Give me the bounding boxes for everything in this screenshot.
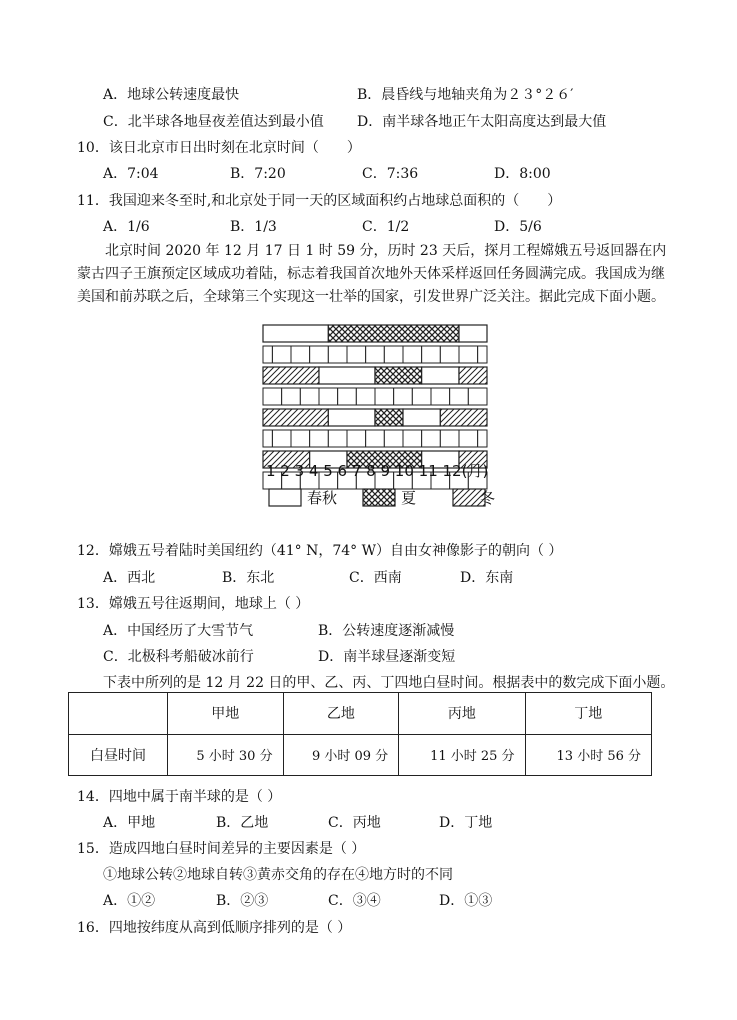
brick-cell <box>291 430 310 447</box>
brick-cell <box>403 430 422 447</box>
brick-cell <box>412 388 431 405</box>
q15-option-a: A．①② <box>103 893 156 909</box>
season-segment-winter <box>440 409 487 426</box>
q9-option-b: B．晨昏线与地轴夹角为２３°２６′ <box>357 87 574 103</box>
table-header-cell <box>69 693 168 735</box>
q10-stem: 10．该日北京市日出时刻在北京时间（ ） <box>77 140 361 156</box>
month-axis-label: 1 2 3 4 5 6 7 8 9 10 11 12(月) <box>266 462 489 480</box>
season-segment-summer <box>375 367 422 384</box>
q10-option-b: B．7:20 <box>230 166 286 182</box>
brick-cell <box>356 388 375 405</box>
brick-cell <box>478 430 487 447</box>
q12-stem: 12．嫦娥五号着陆时美国纽约（41° N，74° W）自由女神像影子的朝向（ ） <box>77 543 563 559</box>
table-row-label: 白昼时间 <box>69 734 168 776</box>
brick-cell <box>394 388 413 405</box>
q14-option-c: C．丙地 <box>328 815 381 831</box>
legend-label-spring-autumn: 春秋 <box>307 489 338 507</box>
q13-option-d: D．南半球昼逐渐变短 <box>318 649 456 665</box>
season-segment-spring-autumn <box>328 409 375 426</box>
daylight-table <box>68 692 652 776</box>
legend-label-summer: 夏 <box>401 489 417 507</box>
brick-cell <box>263 430 272 447</box>
table-header-cell: 丙地 <box>399 693 525 735</box>
brick-cell <box>440 346 459 363</box>
q12-option-d: D．东南 <box>460 570 514 586</box>
q9-option-d: D．南半球各地正午太阳高度达到最大值 <box>357 114 607 130</box>
brick-cell <box>468 388 487 405</box>
brick-cell <box>291 346 310 363</box>
brick-cell <box>310 346 329 363</box>
table-cell: 9 小时 09 分 <box>283 734 399 776</box>
brick-cell <box>422 346 441 363</box>
q12-option-a: A．西北 <box>103 570 156 586</box>
passage-daylight-intro: 下表中所列的是 12 月 22 日的甲、乙、丙、丁四地白昼时间。根据表中的数完成下面小题。 <box>103 675 675 691</box>
q13-option-b: B．公转速度逐渐减慢 <box>318 623 455 639</box>
brick-cell <box>478 346 487 363</box>
season-segment-winter <box>263 409 328 426</box>
q11-option-b: B．1/3 <box>230 219 277 235</box>
season-segment-summer <box>328 325 459 342</box>
q9-option-a: A．地球公转速度最快 <box>103 87 240 103</box>
q15-option-d: D．①③ <box>439 893 493 909</box>
season-segment-spring-autumn <box>319 367 375 384</box>
season-segment-spring-autumn <box>459 325 487 342</box>
q10-option-a: A．7:04 <box>103 166 159 182</box>
q15-factors: ①地球公转②地球自转③黄赤交角的存在④地方时的不同 <box>103 867 453 883</box>
brick-cell <box>338 388 357 405</box>
brick-cell <box>384 430 403 447</box>
season-segment-winter <box>263 367 319 384</box>
brick-cell <box>310 430 329 447</box>
brick-cell <box>272 430 291 447</box>
brick-cell <box>263 388 282 405</box>
table-cell: 11 小时 25 分 <box>399 734 525 776</box>
q15-option-b: B．②③ <box>216 893 269 909</box>
season-segment-summer <box>375 409 403 426</box>
brick-cell <box>347 430 366 447</box>
q14-stem: 14．四地中属于南半球的是（ ） <box>77 789 282 805</box>
brick-cell <box>422 430 441 447</box>
q15-stem: 15．造成四地白昼时间差异的主要因素是（ ） <box>77 841 366 857</box>
table-cell: 5 小时 30 分 <box>168 734 284 776</box>
q10-option-c: C．7:36 <box>362 166 419 182</box>
legend-label-winter: 冬 <box>479 489 495 507</box>
seasons-chart <box>255 320 495 510</box>
brick-cell <box>272 346 291 363</box>
brick-cell <box>440 430 459 447</box>
brick-cell <box>459 346 478 363</box>
brick-cell <box>328 430 347 447</box>
table-header-cell: 乙地 <box>283 693 399 735</box>
q12-option-c: C．西南 <box>349 570 402 586</box>
season-segment-spring-autumn <box>403 409 440 426</box>
table-row <box>69 734 652 776</box>
q14-option-a: A．甲地 <box>103 815 156 831</box>
legend-swatch-summer <box>363 489 395 506</box>
season-segment-spring-autumn <box>422 367 459 384</box>
passage-change5-landing: 北京时间 2020 年 12 月 17 日 1 时 59 分，历时 23 天后，探月工程嫦娥五号返回器在内蒙古四子王旗预定区域成功着陆，标志着我国首次地外天体采样返回任务圆满完成。我国成为继美国和前苏联之后，全球第三个实现这一壮举的国家，引发世界广泛关注。据此完成下面小题。 <box>77 243 667 305</box>
brick-cell <box>459 430 478 447</box>
brick-cell <box>366 346 385 363</box>
brick-cell <box>319 388 338 405</box>
brick-cell <box>450 388 469 405</box>
season-segment-winter <box>459 367 487 384</box>
q14-option-d: D．丁地 <box>439 815 493 831</box>
brick-cell <box>375 388 394 405</box>
table-header-row <box>69 693 652 735</box>
brick-cell <box>263 346 272 363</box>
brick-cell <box>431 388 450 405</box>
legend-swatch-spring-autumn <box>269 489 301 506</box>
q13-option-c: C．北极科考船破冰前行 <box>103 649 254 665</box>
q11-option-a: A．1/6 <box>103 219 150 235</box>
q11-option-d: D．5/6 <box>494 219 542 235</box>
brick-cell <box>403 346 422 363</box>
season-segment-spring-autumn <box>263 325 328 342</box>
q9-option-c: C．北半球各地昼夜差值达到最小值 <box>103 114 324 130</box>
q11-stem: 11．我国迎来冬至时,和北京处于同一天的区域面积约占地球总面积的（ ） <box>77 193 562 209</box>
brick-cell <box>282 388 301 405</box>
q14-option-b: B．乙地 <box>216 815 269 831</box>
q12-option-b: B．东北 <box>222 570 275 586</box>
table-header-cell: 丁地 <box>525 693 651 735</box>
table-header-cell: 甲地 <box>168 693 284 735</box>
brick-cell <box>366 430 385 447</box>
table-cell: 13 小时 56 分 <box>525 734 651 776</box>
q16-stem: 16．四地按纬度从高到低顺序排列的是（ ） <box>77 920 352 936</box>
brick-cell <box>347 346 366 363</box>
q15-option-c: C．③④ <box>328 893 381 909</box>
brick-cell <box>328 346 347 363</box>
brick-cell <box>384 346 403 363</box>
q11-option-c: C．1/2 <box>362 219 410 235</box>
q10-option-d: D．8:00 <box>494 166 551 182</box>
q13-option-a: A．中国经历了大雪节气 <box>103 623 254 639</box>
q13-stem: 13．嫦娥五号往返期间，地球上（ ） <box>77 596 310 612</box>
brick-cell <box>300 388 319 405</box>
